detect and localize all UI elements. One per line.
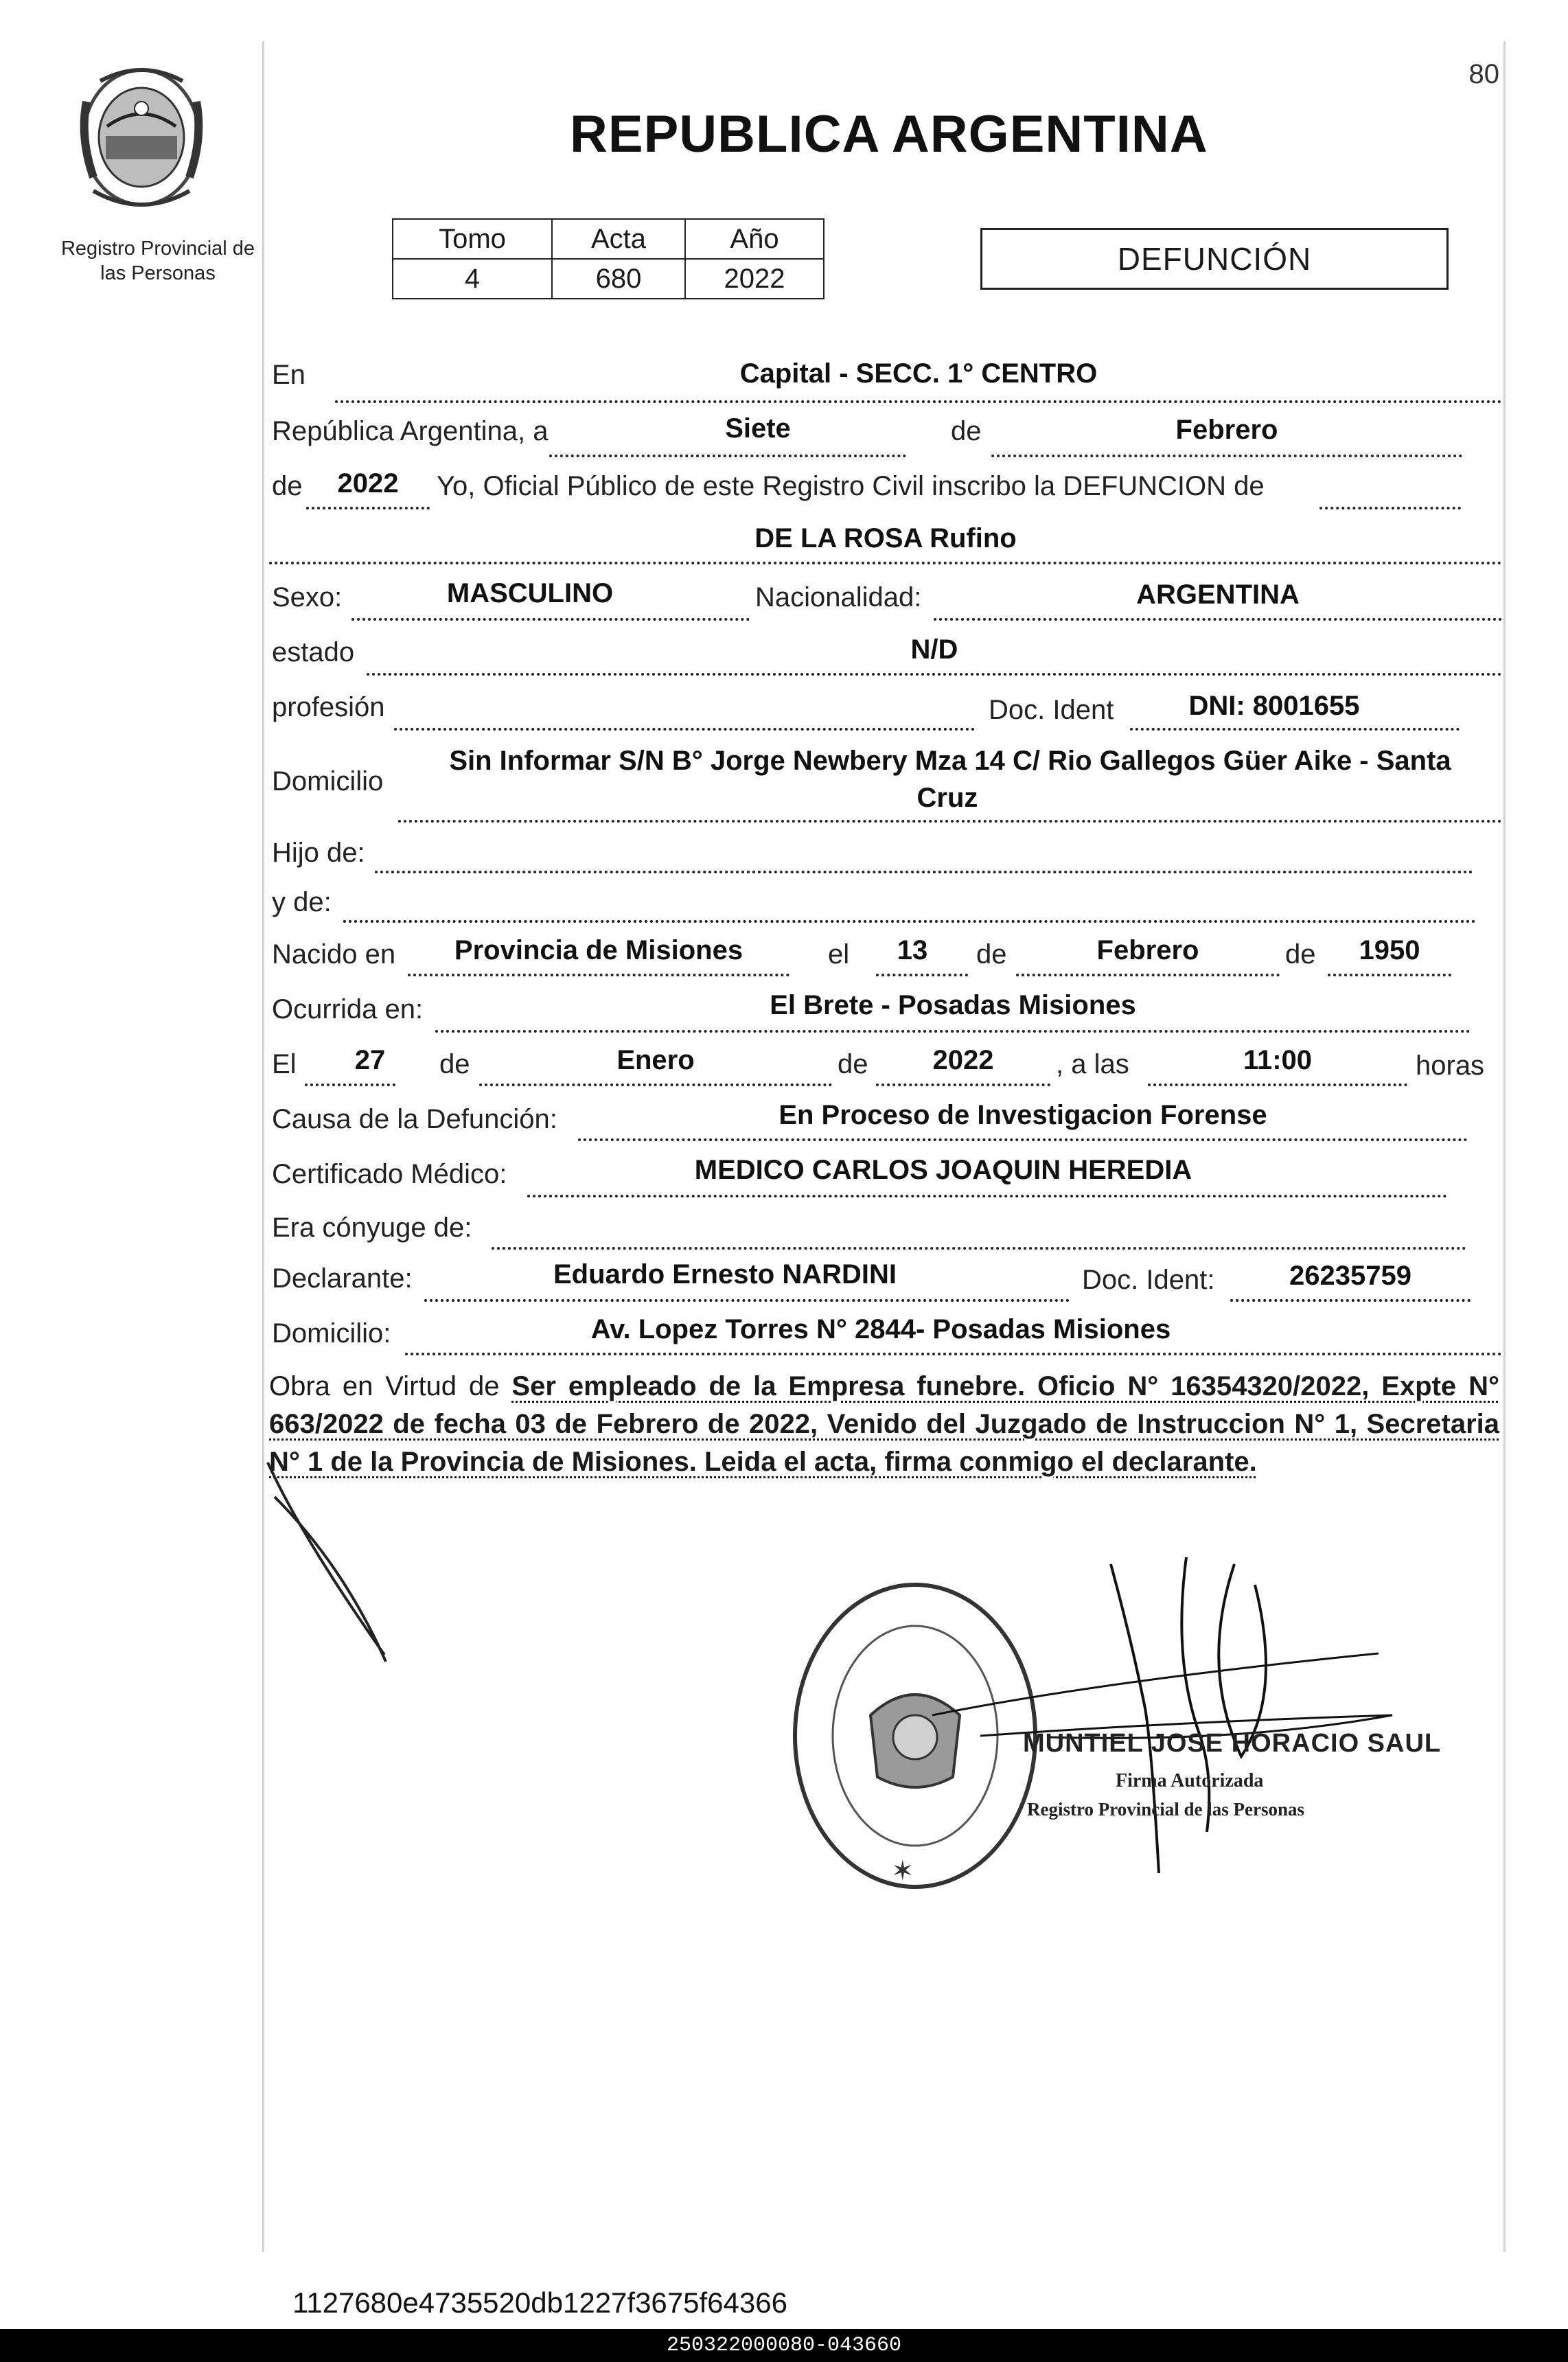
year-value: 2022 bbox=[337, 468, 399, 498]
conyuge-dotted-line bbox=[492, 1247, 1466, 1250]
record-type-box bbox=[980, 228, 1449, 290]
birth-day-dotted-line bbox=[876, 974, 968, 976]
profesion-label: profesión bbox=[272, 692, 385, 722]
stamp-firma-text: Firma Autorizada bbox=[1116, 1770, 1264, 1791]
hijo-label: Hijo de: bbox=[272, 838, 365, 868]
anio-header: Año bbox=[685, 219, 824, 259]
causa-label: Causa de la Defunción: bbox=[272, 1104, 557, 1134]
registry-caption-line2: las Personas bbox=[100, 262, 216, 284]
y-de-dotted-line bbox=[343, 920, 1476, 923]
birth-day: 13 bbox=[897, 935, 928, 965]
deceased-dotted-line bbox=[269, 562, 1502, 564]
sexo-label: Sexo: bbox=[272, 582, 343, 612]
en-label: En bbox=[272, 360, 305, 390]
birth-month-dotted-line bbox=[1016, 974, 1280, 976]
nacionalidad-label: Nacionalidad: bbox=[755, 582, 922, 612]
ocurrida-dotted-line bbox=[435, 1030, 1471, 1033]
death-de1-label: de bbox=[439, 1049, 470, 1079]
en-value: Capital - SECC. 1° CENTRO bbox=[739, 358, 1098, 389]
birth-year: 1950 bbox=[1359, 935, 1420, 965]
death-month-dotted-line bbox=[479, 1083, 832, 1086]
birth-de1-label: de bbox=[976, 939, 1007, 970]
left-margin-line bbox=[262, 41, 264, 2252]
declarante-domicilio-value: Av. Lopez Torres N° 2844- Posadas Misiones bbox=[590, 1314, 1171, 1344]
birth-year-dotted-line bbox=[1328, 974, 1451, 976]
domicilio-value-line2: Cruz bbox=[916, 783, 978, 813]
certificado-label: Certificado Médico: bbox=[272, 1159, 507, 1189]
birth-el-label: el bbox=[828, 939, 850, 970]
day-value: Siete bbox=[725, 413, 791, 444]
record-table-header-row bbox=[393, 219, 824, 259]
birth-de2-label: de bbox=[1285, 939, 1316, 970]
a-las-label: , a las bbox=[1056, 1049, 1129, 1079]
stamp-registro-text: Registro Provincial de las Personas bbox=[1027, 1799, 1304, 1820]
birth-month: Febrero bbox=[1096, 935, 1199, 965]
death-el-label: El bbox=[272, 1049, 297, 1079]
obra-value: Ser empleado de la Empresa funebre. Oficio N° 16354320/2022, Expte N° 663/2022 de fecha 03 de Febrero de 2022, Venido del Juzgado de Instruccion N° 1, Secretaria N° 1 de la Provincia de Misiones. Leida el acta, firma conmigo el declarante. bbox=[269, 1371, 1499, 1477]
svg-text:✶: ✶ bbox=[891, 1855, 914, 1887]
profesion-dotted-line bbox=[394, 728, 975, 731]
conyuge-label: Era cónyuge de: bbox=[272, 1213, 472, 1243]
deceased-name: DE LA ROSA Rufino bbox=[754, 523, 1017, 553]
death-time: 11:00 bbox=[1243, 1045, 1313, 1075]
declarante-value: Eduardo Ernesto NARDINI bbox=[553, 1259, 897, 1289]
nacionalidad-value: ARGENTINA bbox=[1136, 580, 1300, 610]
estado-value: N/D bbox=[910, 634, 958, 665]
document-id: 250322000080-043660 bbox=[666, 2334, 902, 2357]
hijo-dotted-line bbox=[375, 871, 1473, 873]
domicilio-dotted-line bbox=[398, 820, 1502, 823]
anio-value: 2022 bbox=[685, 259, 824, 299]
obra-label: Obra en Virtud de bbox=[269, 1371, 500, 1401]
official-dotted-line bbox=[1319, 507, 1461, 509]
year-dotted-line bbox=[306, 507, 430, 509]
record-type: DEFUNCIÓN bbox=[1117, 241, 1312, 277]
declarante-dotted-line bbox=[424, 1299, 1070, 1302]
obra-paragraph bbox=[269, 1368, 1499, 1481]
declarante-domicilio-label: Domicilio: bbox=[272, 1318, 391, 1349]
certificado-value: MEDICO CARLOS JOAQUIN HEREDIA bbox=[694, 1155, 1192, 1185]
registry-caption bbox=[27, 236, 288, 286]
death-year-dotted-line bbox=[876, 1083, 1050, 1086]
causa-dotted-line bbox=[578, 1138, 1468, 1141]
sexo-value: MASCULINO bbox=[446, 578, 614, 608]
certificado-dotted-line bbox=[527, 1195, 1447, 1197]
declarante-label: Declarante: bbox=[272, 1263, 413, 1294]
document-title: REPUBLICA ARGENTINA bbox=[570, 105, 1208, 163]
signature-stroke-left bbox=[261, 1456, 398, 1675]
doc-ident-label: Doc. Ident bbox=[989, 695, 1114, 725]
record-table-value-row bbox=[393, 259, 824, 299]
declarante-doc-dotted-line bbox=[1230, 1299, 1471, 1302]
causa-value: En Proceso de Investigacion Forense bbox=[779, 1100, 1267, 1130]
republica-label: República Argentina, a bbox=[272, 416, 549, 446]
en-dotted-line bbox=[335, 400, 1502, 403]
death-de2-label: de bbox=[838, 1049, 868, 1079]
nacido-label: Nacido en bbox=[272, 939, 396, 970]
death-month: Enero bbox=[616, 1045, 695, 1075]
horas-label: horas bbox=[1416, 1051, 1485, 1081]
province-seal-logo bbox=[66, 60, 217, 218]
acta-value: 680 bbox=[552, 259, 685, 299]
registry-caption-line1: Registro Provincial de bbox=[60, 238, 255, 260]
ocurrida-label: Ocurrida en: bbox=[272, 994, 424, 1024]
year-prefix-label: de bbox=[272, 471, 303, 501]
record-table bbox=[392, 218, 825, 299]
month-value: Febrero bbox=[1175, 415, 1278, 445]
declarante-domicilio-dotted-line bbox=[405, 1353, 1502, 1355]
declarante-doc-label: Doc. Ident: bbox=[1082, 1265, 1215, 1295]
document-hash: 1127680e4735520db1227f3675f64366 bbox=[292, 2286, 787, 2319]
nacionalidad-dotted-line bbox=[934, 618, 1502, 621]
month-dotted-line bbox=[991, 455, 1462, 457]
doc-ident-value: DNI: 8001655 bbox=[1188, 691, 1360, 721]
death-day: 27 bbox=[354, 1045, 386, 1075]
death-day-dotted-line bbox=[305, 1083, 395, 1086]
domicilio-label: Domicilio bbox=[272, 766, 384, 796]
acta-header: Acta bbox=[552, 219, 685, 259]
stamp-official-name: MUNTIEL JOSE HORACIO SAUL bbox=[1023, 1729, 1442, 1758]
tomo-header: Tomo bbox=[393, 219, 552, 259]
death-year: 2022 bbox=[932, 1045, 994, 1075]
page-number: 80 bbox=[1468, 59, 1499, 89]
right-margin-line bbox=[1503, 41, 1506, 2252]
tomo-value: 4 bbox=[393, 259, 552, 299]
doc-ident-dotted-line bbox=[1130, 728, 1460, 731]
month-de-label: de bbox=[951, 416, 982, 446]
day-dotted-line bbox=[549, 455, 906, 457]
domicilio-value-line1: Sin Informar S/N B° Jorge Newbery Mza 14 C/ Rio Gallegos Güer Aike - Santa bbox=[449, 746, 1451, 776]
official-text: Yo, Oficial Público de este Registro Civil inscribo la DEFUNCION de bbox=[437, 471, 1265, 501]
estado-dotted-line bbox=[367, 673, 1502, 676]
nacido-value: Provincia de Misiones bbox=[454, 935, 743, 965]
sexo-dotted-line bbox=[351, 618, 750, 621]
nacido-dotted-line bbox=[408, 974, 789, 976]
y-de-label: y de: bbox=[272, 887, 332, 917]
death-time-dotted-line bbox=[1148, 1083, 1407, 1086]
estado-label: estado bbox=[272, 637, 355, 667]
declarante-doc-value: 26235759 bbox=[1289, 1261, 1411, 1291]
ocurrida-value: El Brete - Posadas Misiones bbox=[770, 990, 1136, 1020]
